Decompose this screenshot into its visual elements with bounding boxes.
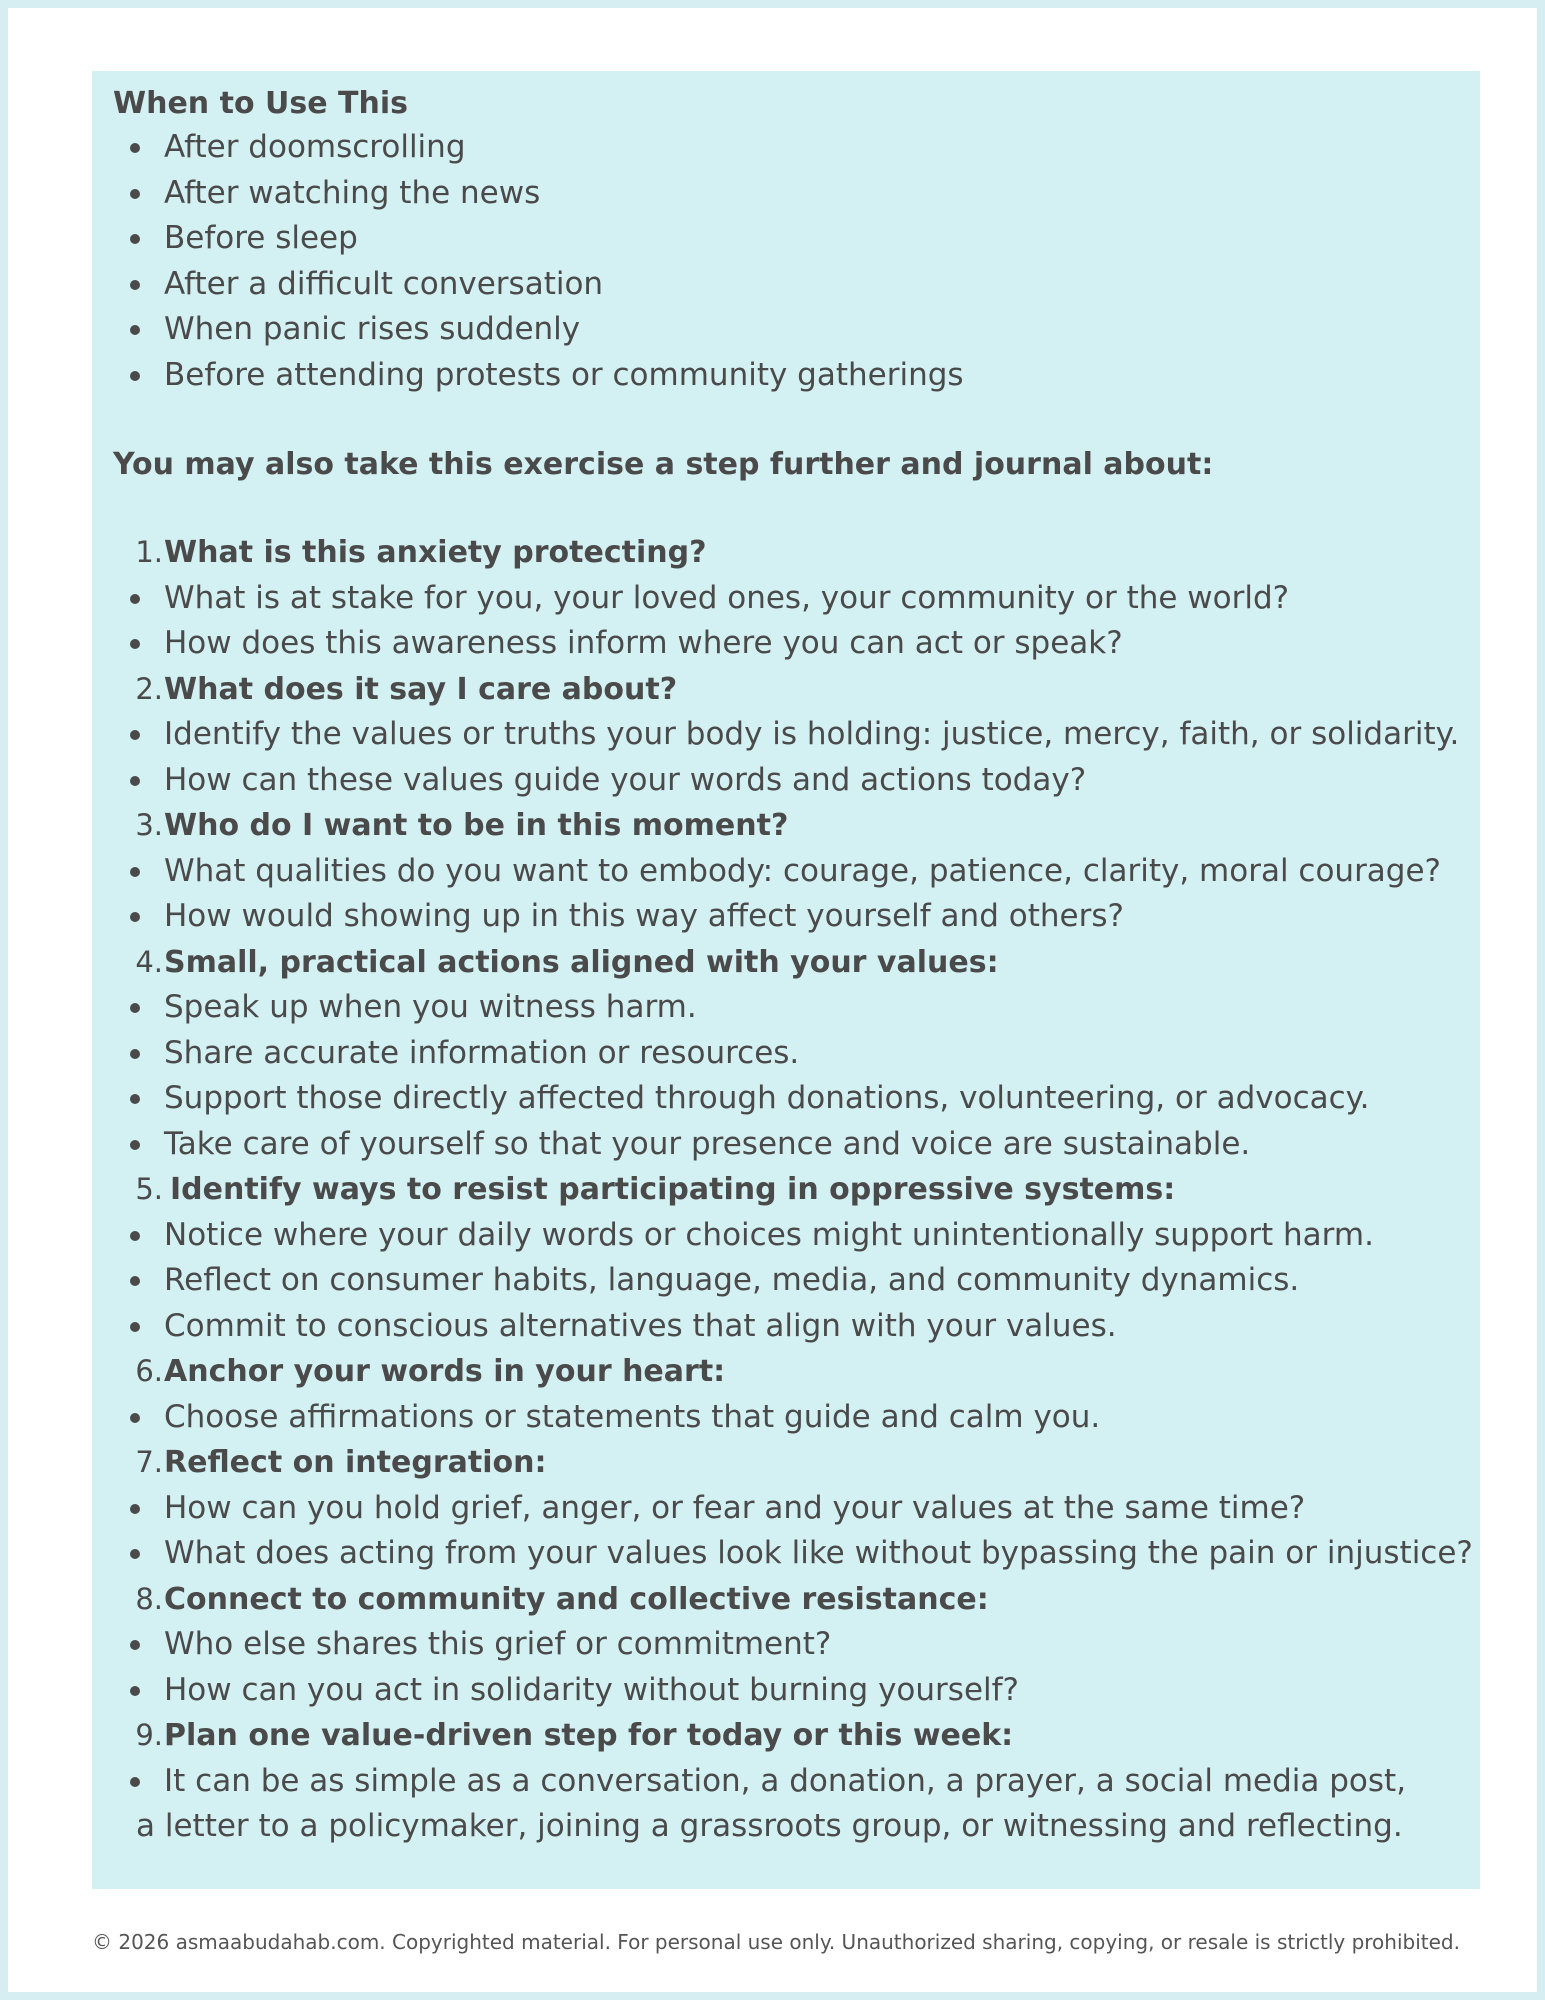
bullet-icon bbox=[130, 776, 140, 786]
bullet-icon bbox=[130, 1049, 140, 1059]
bullet-icon bbox=[130, 325, 140, 335]
bullet-text: How can you act in solidarity without burning yourself? bbox=[164, 1671, 1019, 1708]
bullet-icon bbox=[130, 1094, 140, 1104]
journal-prompt-item bbox=[113, 621, 1460, 667]
bullet-text: Identify the values or truths your body is holding: justice, mercy, faith, or solidarity. bbox=[164, 716, 1460, 752]
journal-prompt-continuation: a letter to a policymaker, joining a grassroots group, or witnessing and reflecting. bbox=[136, 1808, 1403, 1844]
section-title-text: What does it say I care about? bbox=[164, 671, 678, 707]
when-to-use-heading: When to Use This bbox=[113, 86, 408, 121]
bullet-text: Reflect on consumer habits, language, media, and community dynamics. bbox=[164, 1262, 1300, 1298]
journal-prompt-item bbox=[113, 1668, 1460, 1714]
journal-section-title bbox=[113, 667, 1460, 713]
bullet-text: How does this awareness inform where you can act or speak? bbox=[164, 625, 1123, 661]
bullet-text: What is at stake for you, your loved ones, your community or the world? bbox=[164, 579, 1290, 616]
bullet-text: Speak up when you witness harm. bbox=[164, 989, 697, 1025]
bullet-icon bbox=[130, 1777, 140, 1787]
section-number: 8. bbox=[135, 1581, 163, 1616]
section-title-text: Connect to community and collective resistance: bbox=[164, 1581, 989, 1617]
section-title-text: Anchor your words in your heart: bbox=[164, 1354, 726, 1389]
bullet-icon bbox=[130, 143, 140, 153]
bullet-icon bbox=[130, 1549, 140, 1559]
bullet-text: Share accurate information or resources. bbox=[164, 1034, 800, 1071]
bullet-text: It can be as simple as a conversation, a donation, a prayer, a social media post, bbox=[164, 1762, 1407, 1799]
section-title-text: Plan one value-driven step for today or this week: bbox=[164, 1718, 1014, 1753]
bullet-text: Choose affirmations or statements that guide and calm you. bbox=[164, 1398, 1101, 1435]
bullet-text: After watching the news bbox=[164, 174, 541, 211]
journal-prompt-item bbox=[113, 576, 1460, 622]
bullet-icon bbox=[130, 1504, 140, 1514]
journal-prompts-list bbox=[113, 530, 1473, 1850]
bullet-icon bbox=[130, 371, 140, 381]
journal-prompt-item bbox=[113, 1304, 1460, 1350]
journal-prompt-item bbox=[113, 894, 1460, 940]
bullet-text: Who else shares this grief or commitment? bbox=[164, 1626, 832, 1662]
journal-prompt-item bbox=[113, 1076, 1460, 1122]
journal-prompt-item bbox=[113, 1531, 1473, 1577]
bullet-icon bbox=[130, 1140, 140, 1150]
bullet-icon bbox=[130, 1276, 140, 1286]
journal-intro-heading: You may also take this exercise a step further and journal about: bbox=[113, 447, 1214, 482]
bullet-text: Notice where your daily words or choices might unintentionally support harm. bbox=[164, 1216, 1374, 1253]
journal-prompt-item bbox=[113, 1622, 1460, 1668]
when-to-use-item bbox=[113, 307, 1460, 353]
bullet-text: After a difficult conversation bbox=[164, 265, 604, 302]
spacer bbox=[113, 398, 1460, 444]
journal-prompt-item bbox=[113, 1486, 1460, 1532]
bullet-icon bbox=[130, 912, 140, 922]
section-title-text: What is this anxiety protecting? bbox=[164, 535, 707, 570]
bullet-icon bbox=[130, 730, 140, 740]
when-to-use-item bbox=[113, 262, 1460, 308]
bullet-text: Before sleep bbox=[164, 220, 358, 256]
journal-section-title bbox=[113, 803, 1460, 849]
bullet-icon bbox=[130, 1640, 140, 1650]
when-to-use-item bbox=[113, 125, 1460, 171]
bullet-icon bbox=[130, 1231, 140, 1241]
bullet-text: Support those directly affected through donations, volunteering, or advocacy. bbox=[164, 1080, 1370, 1116]
bullet-text: Take care of yourself so that your presence and voice are sustainable. bbox=[164, 1125, 1251, 1162]
bullet-text: After doomscrolling bbox=[164, 129, 466, 165]
bullet-icon bbox=[130, 594, 140, 604]
journal-section-title bbox=[113, 1713, 1460, 1759]
bullet-text: How can these values guide your words and actions today? bbox=[164, 761, 1087, 798]
bullet-icon bbox=[130, 1413, 140, 1423]
journal-prompt-item bbox=[113, 712, 1460, 758]
journal-prompt-item bbox=[113, 1759, 1460, 1805]
when-to-use-list bbox=[113, 125, 1460, 398]
section-number: 4. bbox=[135, 944, 163, 979]
bullet-icon bbox=[130, 1322, 140, 1332]
bullet-text: Commit to conscious alternatives that align with your values. bbox=[164, 1307, 1117, 1344]
bullet-icon bbox=[130, 1003, 140, 1013]
section-number: 1. bbox=[135, 535, 163, 569]
section-title-text: Who do I want to be in this moment? bbox=[164, 808, 789, 843]
bullet-text: When panic rises suddenly bbox=[164, 311, 581, 347]
when-to-use-item bbox=[113, 171, 1460, 217]
bullet-icon bbox=[130, 867, 140, 877]
journal-section-title bbox=[113, 940, 1460, 986]
bullet-text: How can you hold grief, anger, or fear and your values at the same time? bbox=[164, 1489, 1306, 1526]
journal-section-title bbox=[113, 530, 1460, 576]
journal-section-title bbox=[113, 1167, 1460, 1213]
journal-prompt-item bbox=[113, 1395, 1460, 1441]
bullet-text: Before attending protests or community gatherings bbox=[164, 356, 964, 393]
copyright-footer: © 2026 asmaabudahab.com. Copyrighted material. For personal use only. Unauthorized sharing, copying, or resale is strictly prohibited. bbox=[92, 1930, 1460, 1954]
section-number: 6. bbox=[135, 1354, 163, 1388]
journal-section-title bbox=[113, 1349, 1460, 1395]
spacer bbox=[113, 486, 1460, 530]
journal-prompt-item bbox=[113, 985, 1460, 1031]
journal-section-title bbox=[113, 1577, 1460, 1623]
content-panel bbox=[92, 71, 1480, 1889]
bullet-text: How would showing up in this way affect yourself and others? bbox=[164, 898, 1124, 934]
journal-prompt-item bbox=[113, 758, 1460, 804]
when-to-use-item bbox=[113, 216, 1460, 262]
bullet-icon bbox=[130, 234, 140, 244]
bullet-icon bbox=[130, 189, 140, 199]
section-number: 2. bbox=[135, 671, 163, 706]
bullet-icon bbox=[130, 639, 140, 649]
section-number: 7. bbox=[135, 1445, 163, 1479]
journal-prompt-item bbox=[113, 1213, 1460, 1259]
bullet-text: What does acting from your values look like without bypassing the pain or injustice? bbox=[164, 1535, 1473, 1571]
journal-prompt-item bbox=[113, 849, 1460, 895]
journal-prompt-item bbox=[113, 1031, 1460, 1077]
section-number: 9. bbox=[135, 1718, 163, 1752]
when-to-use-item bbox=[113, 353, 1460, 399]
bullet-icon bbox=[130, 1686, 140, 1696]
bullet-icon bbox=[130, 280, 140, 290]
bullet-text: What qualities do you want to embody: courage, patience, clarity, moral courage? bbox=[164, 852, 1442, 889]
section-title-text: Reflect on integration: bbox=[164, 1445, 547, 1480]
journal-section-title bbox=[113, 1440, 1460, 1486]
section-title-text: Small, practical actions aligned with your values: bbox=[164, 944, 999, 980]
section-number: 3. bbox=[135, 808, 163, 842]
journal-prompt-item bbox=[113, 1258, 1460, 1304]
journal-prompt-item bbox=[113, 1122, 1460, 1168]
section-title-text: Identify ways to resist participating in oppressive systems: bbox=[170, 1172, 1176, 1207]
section-number: 5. bbox=[135, 1172, 163, 1206]
